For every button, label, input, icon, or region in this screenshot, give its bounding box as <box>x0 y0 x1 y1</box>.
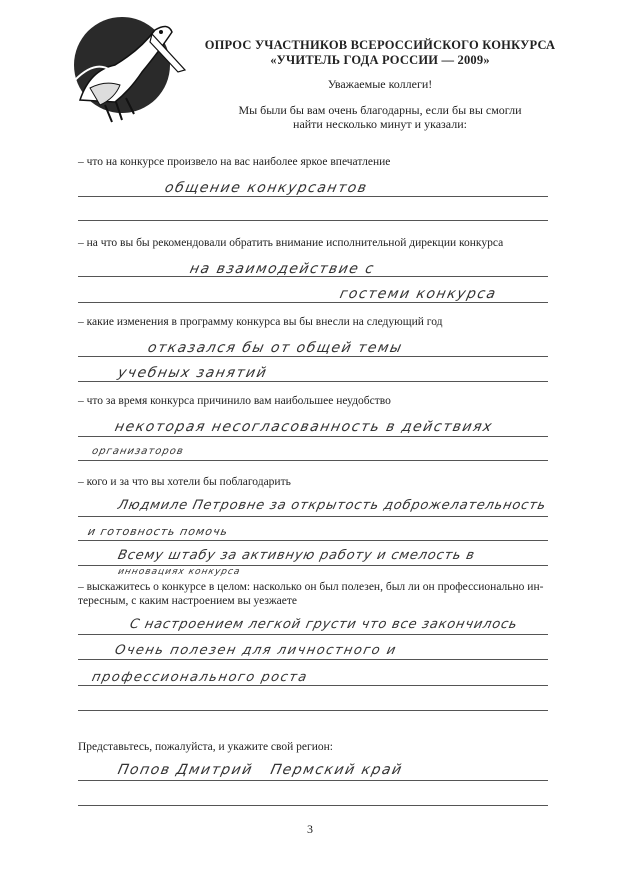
survey-subtitle: «УЧИТЕЛЬ ГОДА РОССИИ — 2009» <box>270 53 490 67</box>
answer-line <box>78 436 548 437</box>
answer-overall-line1: С настроением легкой грусти что все закончилось <box>128 617 519 632</box>
question-recommendation: – на что вы бы рекомендовали обратить внимание исполнительной дирекции конкурса <box>78 237 504 249</box>
answer-line <box>78 710 548 711</box>
region-prompt: Представьтесь, пожалуйста, и укажите свой регион: <box>78 741 333 753</box>
answer-line <box>78 460 548 461</box>
answer-line <box>78 805 548 806</box>
answer-gratitude-line3: Всему штабу за активную работу и смелость в <box>116 548 477 563</box>
question-program-changes: – какие изменения в программу конкурса вы бы внесли на следующий год <box>78 316 443 328</box>
question-gratitude: – кого и за что вы хотели бы поблагодарить <box>78 476 291 488</box>
survey-title: ОПРОС УЧАСТНИКОВ ВСЕРОССИЙСКОГО КОНКУРСА <box>204 38 556 52</box>
intro-text-line1: Мы были бы вам очень благодарны, если бы вы смогли <box>238 103 522 117</box>
greeting: Уважаемые коллеги! <box>327 77 433 91</box>
answer-gratitude-line1: Людмиле Петровне за открытость доброжелательность <box>116 498 548 513</box>
answer-line <box>78 356 548 357</box>
answer-recommendation-line2: гостеми конкурса <box>338 286 499 302</box>
answer-inconvenience-line2: организаторов <box>90 446 185 457</box>
answer-line <box>78 540 548 541</box>
question-overall: – выскажитесь о конкурсе в целом: насколько он был полезен, был ли он профессионально ин- <box>78 581 544 593</box>
answer-line <box>78 302 548 303</box>
answer-line <box>78 565 548 566</box>
answer-line <box>78 780 548 781</box>
answer-line <box>78 381 548 382</box>
answer-gratitude-line2: и готовность помочь <box>86 525 230 538</box>
answer-line <box>78 659 548 660</box>
answer-gratitude-line4: инновациях конкурса <box>116 567 242 577</box>
question-overall-cont: тересным, с каким настроением вы уезжаете <box>78 595 298 607</box>
answer-recommendation-line1: на взаимодействие с <box>188 261 377 277</box>
answer-line <box>78 634 548 635</box>
intro-text-line2: найти несколько минут и указали: <box>293 117 467 131</box>
answer-program-changes-line2: учебных занятий <box>116 365 269 381</box>
question-inconvenience: – что за время конкурса причинило вам наибольшее неудобство <box>78 395 391 407</box>
answer-program-changes-line1: отказался бы от общей темы <box>146 340 405 356</box>
answer-line <box>78 516 548 517</box>
answer-impression: общение конкурсантов <box>163 180 370 196</box>
answer-overall-line3: профессионального роста <box>90 670 310 685</box>
answer-line <box>78 276 548 277</box>
page-number: 3 <box>307 822 313 836</box>
answer-line <box>78 196 548 197</box>
answer-inconvenience-line1: некоторая несогласованность в действиях <box>113 419 495 435</box>
question-impression: – что на конкурсе произвело на вас наиболее яркое впечатление <box>78 156 391 168</box>
answer-line <box>78 685 548 686</box>
answer-overall-line2: Очень полезен для личностного и <box>113 643 399 658</box>
answer-line <box>78 220 548 221</box>
region-answer: Попов Дмитрий Пермский край <box>116 762 405 778</box>
